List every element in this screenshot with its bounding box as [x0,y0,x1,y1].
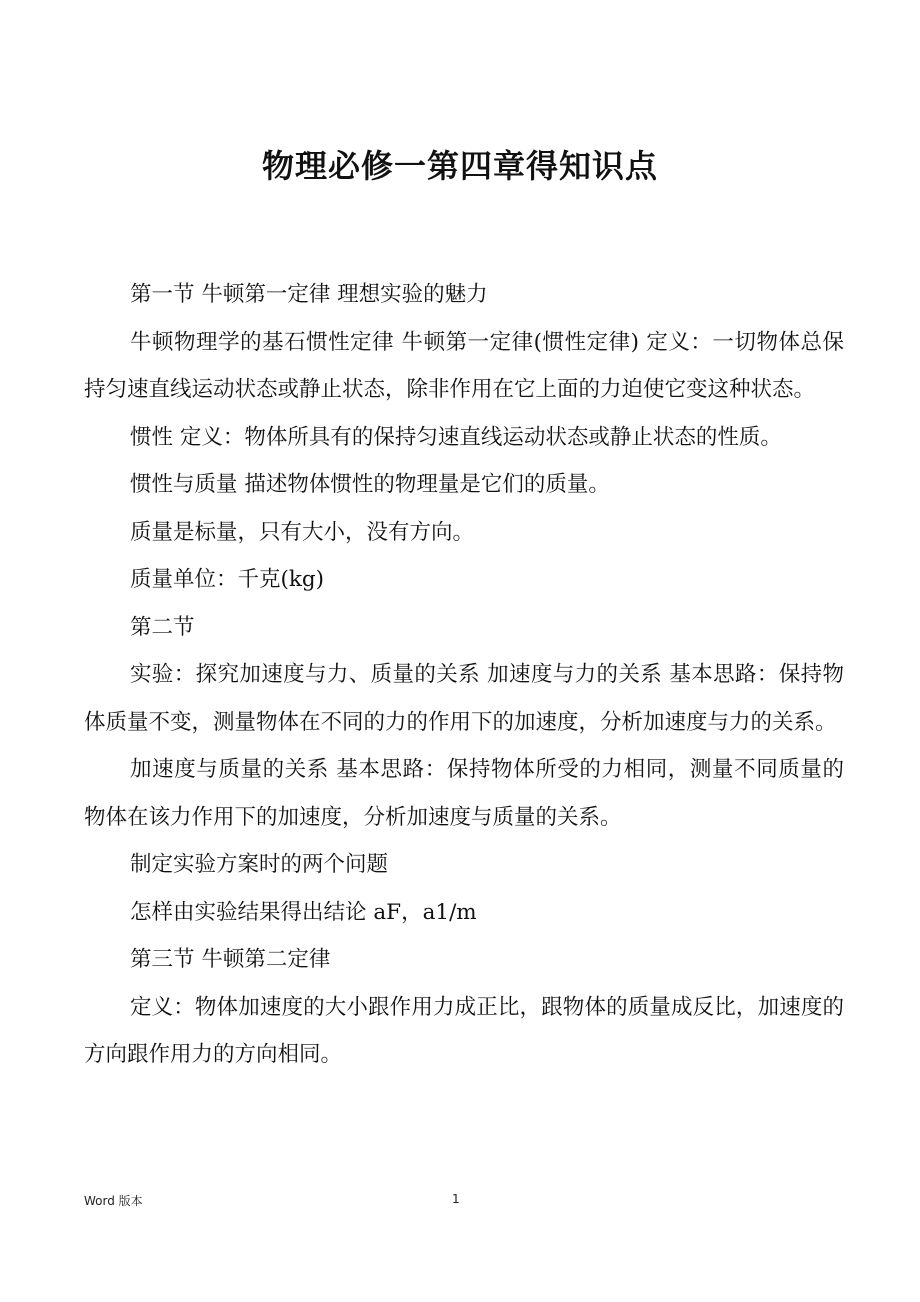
document-title: 物理必修一第四章得知识点 [261,147,658,185]
paragraph: 制定实验方案时的两个问题 [130,852,389,877]
paragraph: 惯性与质量 描述物体惯性的物理量是它们的质量。 [130,472,610,497]
paragraph: 惯性 定义：物体所具有的保持匀速直线运动状态或静止状态的性质。 [130,424,782,450]
paragraph: 加速度与质量的关系 基本思路：保持物体所受的力相同，测量不同质量的物体在该力作用下的加速度，分析加速度与质量的关系。 [84,757,844,830]
paragraph: 质量是标量，只有大小，没有方向。 [130,519,475,545]
paragraph: 第一节 牛顿第一定律 理想实验的魅力 [130,282,488,307]
paragraph: 实验：探究加速度与力、质量的关系 加速度与力的关系 基本思路：保持物体质量不变，测量物体在不同的力的作用下的加速度，分析加速度与力的关系。 [84,662,844,735]
paragraph: 定义：物体加速度的大小跟作用力成正比，跟物体的质量成反比，加速度的方向跟作用力的方向相同。 [84,994,844,1067]
paragraph: 牛顿物理学的基石惯性定律 牛顿第一定律(惯性定律) 定义：一切物体总保持匀速直线运动状态或静止状态，除非作用在它上面的力迫使它变这种状态。 [84,329,844,402]
paragraph: 第二节 [130,614,195,640]
paragraph: 怎样由实验结果得出结论 aF，a1/m [130,899,477,925]
paragraph: 第三节 牛顿第二定律 [130,947,331,972]
document-body [84,271,844,1079]
footer-version-label: Word 版本 [84,1194,143,1208]
paragraph: 质量单位：千克(kg) [130,567,325,592]
page-number: 1 [452,1192,460,1206]
